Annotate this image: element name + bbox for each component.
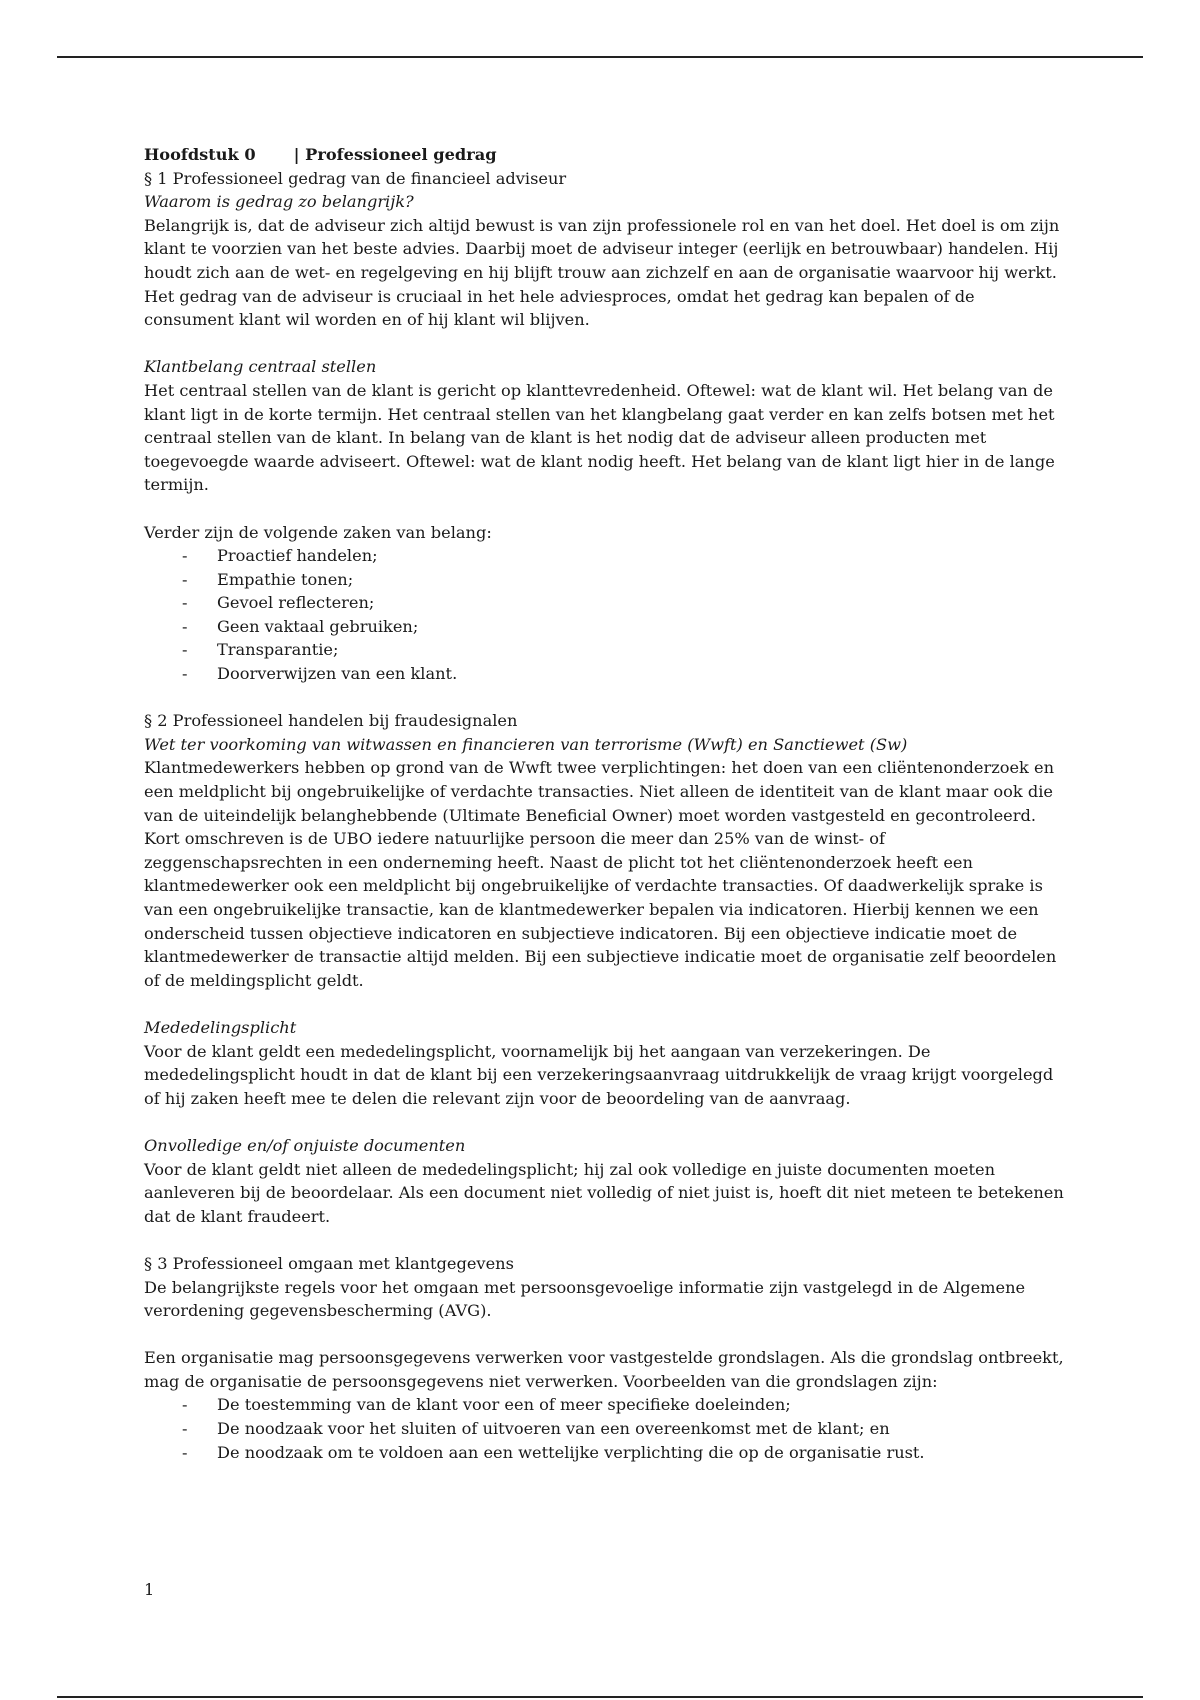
section-2-sub-2-body: Voor de klant geldt een mededelingsplicht, voornamelijk bij het aangaan van verzekeringen. De mededelingsplicht houdt in dat de klant bij een verzekeringsaanvraag uitdrukkelijk de vraag krijgt voorgelegd of hij zaken heeft mee te delen die relevant zijn voor de beoordeling van de aanvraag. xyxy=(144,1041,1054,1108)
section-1-sub-2-body: Het centraal stellen van de klant is gericht op klanttevredenheid. Oftewel: wat de klant wil. Het belang van de klant ligt in de korte termijn. Het centraal stellen van het klangbelang gaat verder en kan zelfs botsen met het centraal stellen van de klant. In belang van de klant is het nodig dat de adviseur alleen producten met toegevoegde waarde adviseert. Oftewel: wat de klant nodig heeft. Het belang van de klant ligt hier in de lange termijn. xyxy=(144,380,1055,495)
section-2-sub-3-title: Onvolledige en/of onjuiste documenten xyxy=(144,1135,466,1155)
section-2-sub-1-title: Wet ter voorkoming van witwassen en financieren van terrorisme (Wwft) en Sanctiewet (Sw) xyxy=(144,734,908,754)
page-number: 1 xyxy=(144,1580,155,1599)
section-2-sub-3-body: Voor de klant geldt niet alleen de mededelingsplicht; hij zal ook volledige en juiste documenten moeten aanleveren bij de beoordelaar. Als een document niet volledig of niet juist is, hoeft dit niet meteen te betekenen dat de klant fraudeert. xyxy=(144,1159,1064,1226)
section-1-sub-1-title: Waarom is gedrag zo belangrijk? xyxy=(144,192,414,212)
chapter-heading xyxy=(144,143,1064,167)
list-item: - Empathie tonen; xyxy=(144,568,1064,592)
section-2-sub-1-body: Klantmedewerkers hebben op grond van de Wwft twee verplichtingen: het doen van een cliëntenonderzoek en een meldplicht bij ongebruikelijke of verdachte transacties. Niet alleen de identiteit van de klant maar ook die van de uiteindelijk belanghebbende (Ultimate Beneficial Owner) moet worden vastgesteld en gecontroleerd. Kort omschreven is de UBO iedere natuurlijke persoon die meer dan 25% van de winst- of zeggenschapsrechten in een onderneming heeft. Naast de plicht tot het cliëntenonderzoek heeft een klantmedewerker ook een meldplicht bij ongebruikelijke of verdachte transacties. Of daadwerkelijk sprake is van een ongebruikelijke transactie, kan de klantmedewerker bepalen via indicatoren. Hierbij kennen we een onderscheid tussen objectieve indicatoren en subjectieve indicatoren. Bij een objectieve indicatie moet de klantmedewerker de transactie altijd melden. Bij een subjectieve indicatie moet de organisatie zelf beoordelen of de meldingsplicht geldt. xyxy=(144,758,1057,990)
list-item: - De noodzaak om te voldoen aan een wettelijke verplichting die op de organisatie rust. xyxy=(144,1441,1064,1465)
document-body xyxy=(144,143,1064,1464)
section-1-sub-2-title: Klantbelang centraal stellen xyxy=(144,357,377,377)
section-3-body-2: Een organisatie mag persoonsgegevens verwerken voor vastgestelde grondslagen. Als die grondslag ontbreekt, mag de organisatie de persoonsgegevens niet verwerken. Voorbeelden van die grondslagen zijn: xyxy=(144,1348,1064,1391)
section-3-list xyxy=(144,1393,1064,1464)
list-item: - Transparantie; xyxy=(144,638,1064,662)
section-2-title: § 2 Professioneel handelen bij fraudesignalen xyxy=(144,711,518,731)
section-1-title: § 1 Professioneel gedrag van de financieel adviseur xyxy=(144,168,567,188)
header-rule xyxy=(57,56,1143,58)
section-1-list-intro: Verder zijn de volgende zaken van belang: xyxy=(144,522,492,542)
list-item: - Doorverwijzen van een klant. xyxy=(144,662,1064,686)
list-item: - Proactief handelen; xyxy=(144,544,1064,568)
section-3-title: § 3 Professioneel omgaan met klantgegevens xyxy=(144,1253,514,1273)
footer-rule xyxy=(57,1696,1143,1698)
section-3-body-1: De belangrijkste regels voor het omgaan met persoonsgevoelige informatie zijn vastgelegd in de Algemene verordening gegevensbescherming (AVG). xyxy=(144,1277,1026,1321)
list-item: - Geen vaktaal gebruiken; xyxy=(144,615,1064,639)
chapter-number: Hoofdstuk 0 xyxy=(144,145,256,164)
list-item: - De toestemming van de klant voor een of meer specifieke doeleinden; xyxy=(144,1393,1064,1417)
list-item: - De noodzaak voor het sluiten of uitvoeren van een overeenkomst met de klant; en xyxy=(144,1417,1064,1441)
section-1-list xyxy=(144,544,1064,686)
chapter-title: | Professioneel gedrag xyxy=(293,145,497,164)
list-item: - Gevoel reflecteren; xyxy=(144,591,1064,615)
section-1-sub-1-body: Belangrijk is, dat de adviseur zich altijd bewust is van zijn professionele rol en van het doel. Het doel is om zijn klant te voorzien van het beste advies. Daarbij moet de adviseur integer (eerlijk en betrouwbaar) handelen. Hij houdt zich aan de wet- en regelgeving en hij blijft trouw aan zichzelf en aan de organisatie waarvoor hij werkt. Het gedrag van de adviseur is cruciaal in het hele adviesproces, omdat het gedrag kan bepalen of de consument klant wil worden en of hij klant wil blijven. xyxy=(144,215,1060,330)
section-2-sub-2-title: Mededelingsplicht xyxy=(144,1017,297,1037)
